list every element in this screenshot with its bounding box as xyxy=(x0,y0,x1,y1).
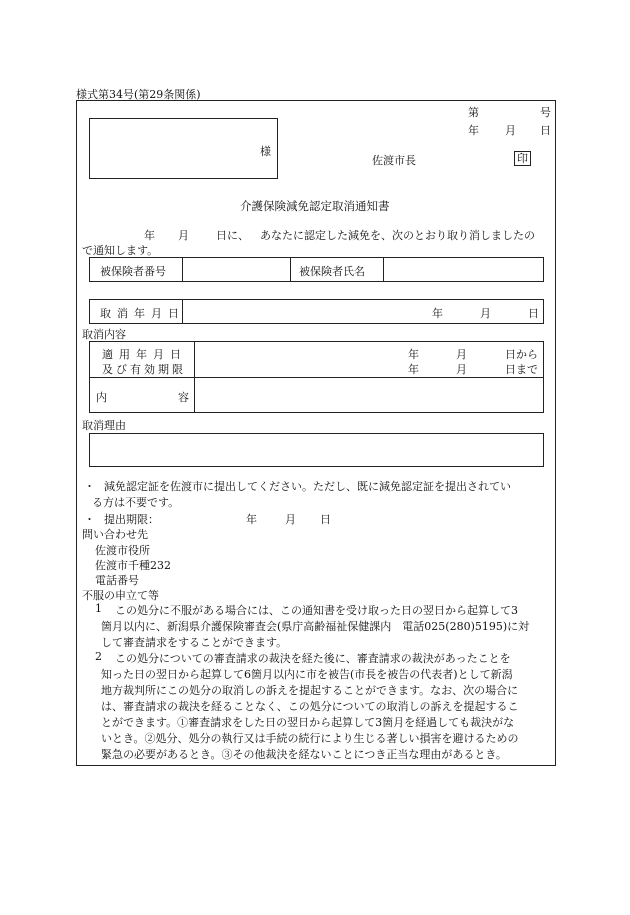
to-day: 日まで xyxy=(505,363,538,376)
cancel-day: 日 xyxy=(528,307,539,320)
note-bullet-1: ・ xyxy=(84,480,95,493)
to-year: 年 xyxy=(408,363,419,376)
intro-line-2: で通知します。 xyxy=(82,244,159,257)
appeal-item-2-line: 知った日の翌日から起算して6箇月以内に市を被告(市長を被告の代表者)として新潟 xyxy=(101,668,513,681)
intro-year: 年 xyxy=(144,229,155,242)
reason-field[interactable] xyxy=(89,433,544,467)
cancel-year: 年 xyxy=(432,307,443,320)
header-day: 日 xyxy=(540,124,551,137)
issuer-name: 佐渡市長 xyxy=(372,154,416,167)
period-label-2: 及び有効期限 xyxy=(102,363,186,376)
from-day: 日から xyxy=(505,348,538,361)
cancel-date-label: 取消年月日 xyxy=(100,307,185,320)
number-suffix: 号 xyxy=(540,106,551,119)
appeal-item-2-line: 緊急の必要があるとき。③その他裁決を経ないことにつき正当な理由があるとき。 xyxy=(101,748,507,761)
contact-phone-label: 電話番号 xyxy=(95,574,139,587)
deadline-month: 月 xyxy=(285,513,296,526)
deadline-label: 提出期限： xyxy=(104,513,159,526)
note-1-line-1: 減免認定証を佐渡市に提出してください。ただし、既に減免認定証を提出されてい xyxy=(104,480,511,493)
number-prefix: 第 xyxy=(468,106,479,119)
reason-label: 取消理由 xyxy=(82,419,126,432)
appeal-item-1-number: 1 xyxy=(95,602,102,615)
header-month: 月 xyxy=(505,124,516,137)
intro-month: 月 xyxy=(178,229,189,242)
deadline-year: 年 xyxy=(246,513,257,526)
addressee-suffix: 様 xyxy=(260,145,271,158)
from-year: 年 xyxy=(408,348,419,361)
appeal-item-2-line: とができます。①審査請求をした日の翌日から起算して3箇月を経過しても裁決がな xyxy=(101,716,515,729)
appeal-item-1-line: 箇月以内に、新潟県介護保険審査会(県庁高齢福祉保健課内 電話025(280)5195)に対 xyxy=(101,620,530,633)
appeal-item-2-line: 地方裁判所にこの処分の取消しの訴えを提起することができます。なお、次の場合に xyxy=(101,684,519,697)
content-field[interactable] xyxy=(196,379,542,411)
period-label-1: 適用年月日 xyxy=(102,348,187,361)
addressee-box[interactable] xyxy=(89,118,278,179)
insured-number-label: 被保険者番号 xyxy=(100,265,166,278)
to-month: 月 xyxy=(456,363,467,376)
content-label-1: 内 xyxy=(96,391,107,404)
period-field[interactable] xyxy=(196,343,542,375)
intro-day: 日に、 xyxy=(216,229,249,242)
cancel-month: 月 xyxy=(480,307,491,320)
header-year: 年 xyxy=(468,124,479,137)
document-title: 介護保険減免認定取消通知書 xyxy=(240,199,390,213)
insured-number-field[interactable] xyxy=(184,259,288,280)
content-label-2: 容 xyxy=(178,391,189,404)
appeal-item-2-number: 2 xyxy=(95,650,102,663)
appeal-item-1-line: して審査請求をすることができます。 xyxy=(101,636,288,649)
note-1-line-2: る方は不要です。 xyxy=(92,496,180,509)
from-month: 月 xyxy=(456,348,467,361)
appeal-label: 不服の申立て等 xyxy=(82,589,159,602)
cancel-content-label: 取消内容 xyxy=(82,328,126,341)
contact-office: 佐渡市役所 xyxy=(95,544,150,557)
form-id: 様式第34号(第29条関係) xyxy=(76,88,201,101)
seal-mark xyxy=(514,151,531,166)
contact-address: 佐渡市千種232 xyxy=(95,559,171,572)
insured-name-label: 被保険者氏名 xyxy=(299,265,365,278)
intro-line-1: あなたに認定した減免を、次のとおり取り消しましたの xyxy=(260,229,535,242)
appeal-item-2-line: は、審査請求の裁決を経ることなく、この処分についての取消しの訴えを提起するこ xyxy=(101,700,519,713)
insured-name-field[interactable] xyxy=(385,259,542,280)
appeal-item-1-line: この処分に不服がある場合には、この通知書を受け取った日の翌日から起算して3 xyxy=(115,604,518,617)
note-bullet-2: ・ xyxy=(84,513,95,526)
contact-label: 問い合わせ先 xyxy=(82,528,148,541)
seal-text: 印 xyxy=(514,151,531,166)
deadline-day: 日 xyxy=(320,513,331,526)
appeal-item-2-line: いとき。②処分、処分の執行又は手続の続行により生じる著しい損害を避けるための xyxy=(101,732,519,745)
appeal-item-2-line: この処分についての審査請求の裁決を経た後に、審査請求の裁決があったことを xyxy=(115,652,511,665)
